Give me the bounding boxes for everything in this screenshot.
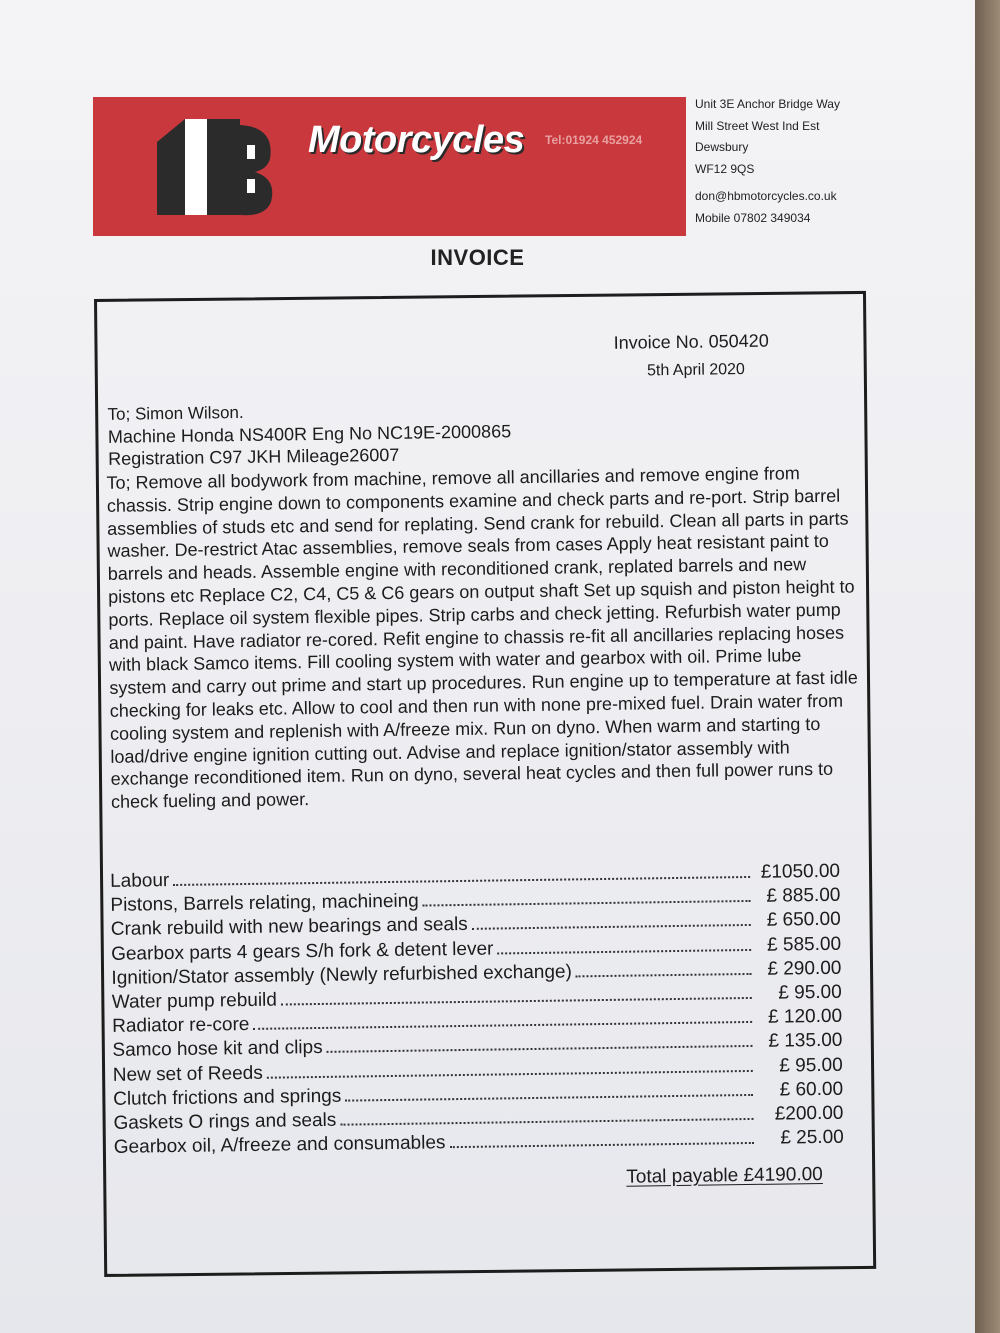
mobile-number: Mobile 07802 349034 <box>695 210 811 225</box>
brand-name: Motorcycles <box>308 119 525 161</box>
item-description: Ignition/Stator assembly (Newly refurbished exchange) <box>111 961 573 989</box>
item-description: Clutch frictions and springs <box>113 1085 342 1110</box>
email-address: don@hbmotorcycles.co.uk <box>695 189 837 203</box>
item-amount: £1050.00 <box>760 860 841 883</box>
machine-details: Machine Honda NS400R Eng No NC19E-2000865 <box>107 421 512 447</box>
item-amount: £ 60.00 <box>779 1078 844 1101</box>
address-line: Unit 3E Anchor Bridge Way <box>695 97 840 111</box>
item-amount: £200.00 <box>774 1102 844 1125</box>
invoice-body <box>98 289 871 1260</box>
address-line: Dewsbury <box>695 140 749 154</box>
company-banner <box>93 97 686 236</box>
registration-details: Registration C97 JKH Mileage26007 <box>108 444 400 469</box>
company-address <box>695 94 895 229</box>
item-description: Labour <box>109 870 170 892</box>
brand-telephone: Tel:01924 452924 <box>545 133 643 147</box>
item-amount: £ 290.00 <box>767 957 842 980</box>
item-description: New set of Reeds <box>112 1062 263 1086</box>
invoice-title: INVOICE <box>430 245 525 270</box>
invoice-number: Invoice No. 050420 <box>613 330 769 353</box>
item-description: Gearbox oil, A/freeze and consumables <box>113 1132 446 1159</box>
item-amount: £ 885.00 <box>766 884 841 907</box>
invoice-date: 5th April 2020 <box>646 360 746 380</box>
customer-name: To; Simon Wilson. <box>107 402 244 424</box>
total-payable: Total payable £4190.00 <box>626 1163 823 1188</box>
item-amount: £ 135.00 <box>768 1030 843 1053</box>
item-description: Samco hose kit and clips <box>112 1037 323 1062</box>
address-line: WF12 9QS <box>695 161 755 176</box>
item-amount: £ 95.00 <box>779 1054 843 1077</box>
item-description: Gearbox parts 4 gears S/h fork & detent lever <box>110 938 494 965</box>
item-description: Crank rebuild with new bearings and seals <box>110 914 468 941</box>
address-line: Mill Street West Ind Est <box>695 118 820 133</box>
item-description: Gaskets O rings and seals <box>113 1109 337 1134</box>
work-description: To; Remove all bodywork from machine, remove all ancillaries and remove engine from chassis. Strip engine down to components examine and check parts and re-port. Strip barrel assemblies of studs etc and send for replating. Send crank for rebuild. Clean all parts in parts washer. De-restrict Atac assemblies, remove seals from cases Apply heat resistant paint to barrels and heads. Assemble engine with reconditioned crank, replated barrels and new pistons etc Replace C2, C4, C5 & C6 gears on output shaft Set up squish and piston height to ports. Replace oil system flexible pipes. Strip carbs and check jetting. Refurbish water pump and paint. Have radiator re-cored. Refit engine to chassis re-fit all ancillaries replacing hoses with black Samco items. Fill cooling system with water and gearbox with oil. Prime lube system and carry out prime and start up procedures. Run engine up to temperature at fast idle checking for leaks etc. Allow to cool and then run with none pre-mixed fuel. Drain water from cooling system and replenish with A/freeze mix. Run on dyno. When warm and starting to load/drive engine ignition cutting out. Advise and replace ignition/stator assembly with exchange reconditioned item. Run on dyno, several heat cycles and then full power runs to check fueling and power. <box>106 463 858 813</box>
line-items <box>110 860 844 1161</box>
table-background <box>975 0 1000 1333</box>
item-amount: £ 95.00 <box>778 981 842 1004</box>
hb-logo-icon <box>145 117 275 217</box>
item-amount: £ 585.00 <box>766 933 842 956</box>
customer-details <box>107 398 511 470</box>
item-description: Pistons, Barrels relating, machineing <box>110 890 419 917</box>
item-amount: £ 650.00 <box>766 909 841 932</box>
item-amount: £ 120.00 <box>767 1005 843 1028</box>
item-amount: £ 25.00 <box>780 1126 844 1149</box>
item-description: Water pump rebuild <box>111 989 278 1013</box>
item-description: Radiator re-core <box>111 1014 250 1038</box>
